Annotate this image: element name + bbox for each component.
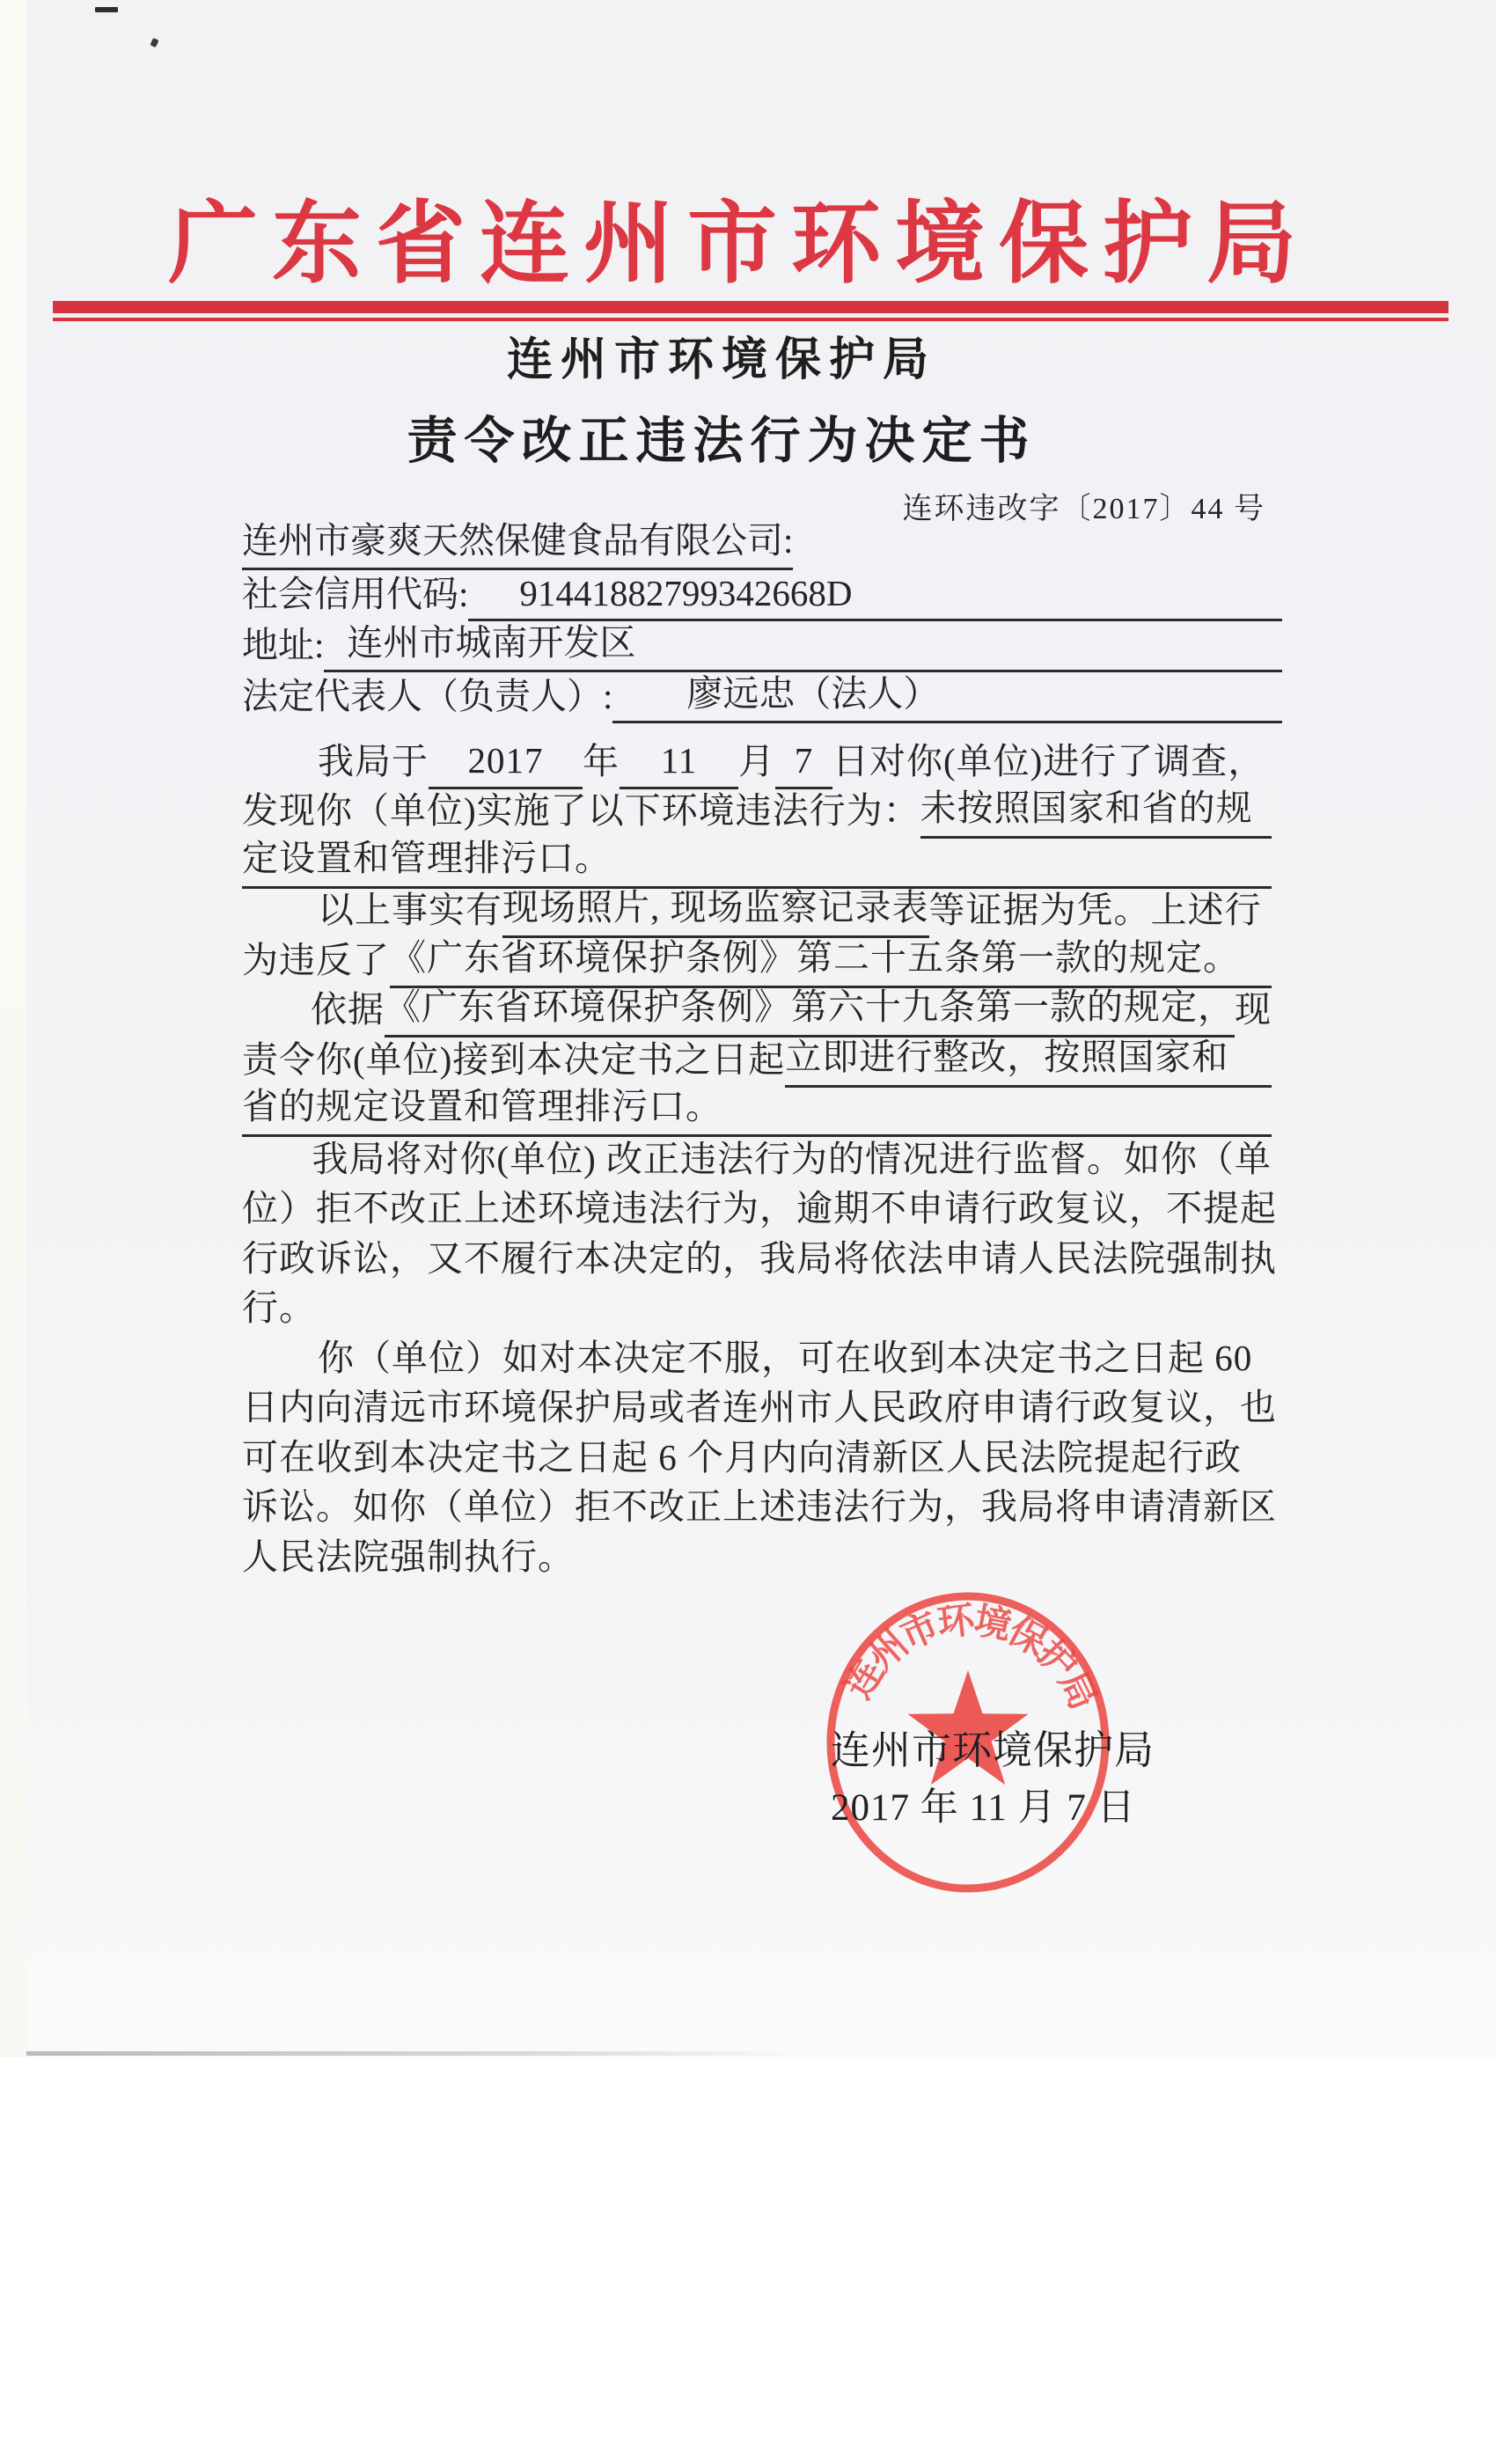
evidence-intro: 以上事实有 [318,890,502,930]
appeal-text-4: 诉讼。如你（单位）拒不改正上述违法行为，我局将申请清新区 [242,1486,1277,1527]
address-value: 连州市城南开发区 [324,613,662,672]
appeal-text-2: 日内向清远市环境保护局或者连州市人民政府申请行政复议，也 [242,1387,1277,1427]
regulation-violated-cite: 《广东省环境保护条例》第二十五条第一款的规定。 [390,928,1272,988]
recipient-fields [242,519,1282,723]
seal-ring-label: 连州市环境保护局 [838,1600,1102,1713]
order-basis-suffix: 现 [1235,989,1272,1030]
evidence-items: 现场照片, 现场监察记录表 [502,878,929,938]
year-unit: 年 [583,740,620,781]
body-line-supervision-3 [242,1236,1277,1287]
company-name: 连州市豪爽天然保健食品有限公司: [242,511,793,570]
credit-code-value: 91441882799342668D [468,572,878,621]
agency-letterhead-title: 广东省连州市环境保护局 [168,195,1310,295]
field-legal-rep [242,672,1282,723]
legal-rep-label: 法定代表人（负责人）: [242,676,613,716]
appeal-text-5: 人民法院强制执行。 [242,1536,575,1577]
credit-code-blank-line [879,614,1283,621]
violation-intro: 发现你（单位)实施了以下环境违法行为： [242,790,920,831]
order-basis-cite: 《广东省环境保护条例》第六十九条第一款的规定， [385,978,1235,1038]
supervision-text-2: 位）拒不改正上述环境违法行为，逾期不申请行政复议，不提起 [242,1188,1277,1228]
document-title-line2: 责令改正违法行为决定书 [407,414,1037,469]
regulation-violated-intro: 为违反了 [242,939,390,980]
address-label: 地址: [242,625,325,665]
order-basis-intro: 依据 [311,989,385,1030]
investigation-day: 7 [775,739,832,789]
order-text-intro: 责令你(单位)接到本决定书之日起 [242,1038,786,1080]
legal-rep-blank-line [992,716,1282,723]
scanner-edge-strip [0,0,26,2057]
month-unit: 月 [738,740,775,781]
scan-corner-mark [95,7,118,12]
paper-bottom-edge [26,2051,801,2056]
investigation-suffix: 日对你(单位)进行了调查， [832,740,1265,781]
violation-text-part2: 定设置和管理排污口。 [242,829,1272,889]
investigation-prefix: 我局于 [318,740,429,781]
supervision-text-1: 我局将对你(单位) 改正违法行为的情况进行监督。如你（单 [312,1138,1272,1179]
appeal-text-3: 可在收到本决定书之日起 6 个月内向清新区人民法院提起行政 [242,1436,1242,1478]
investigation-year: 2017 [429,739,583,789]
decision-body-text [242,739,1277,1585]
appeal-text-1: 你（单位）如对本决定不服，可在收到本决定书之日起 60 [318,1337,1253,1378]
legal-rep-value: 廖远忠（法人） [612,664,992,723]
supervision-text-3: 行政诉讼，又不履行本决定的，我局将依法申请人民法院强制执 [242,1237,1277,1279]
evidence-suffix: 等证据为凭。上述行 [928,890,1262,930]
letterhead-rule-thin [53,318,1448,321]
document-number: 连环违改字〔2017〕44 号 [902,493,1265,525]
signature-date: 2017 年 11 月 7 日 [831,1787,1136,1829]
violation-text-part1: 未按照国家和省的规 [920,779,1272,839]
signature-org: 连州市环境保护局 [831,1728,1155,1772]
document-title-line1: 连州市环境保护局 [506,335,936,385]
order-required-action-2: 省的规定设置和管理排污口。 [242,1077,1272,1137]
body-line-appeal-5 [242,1535,1272,1585]
document-title-block [167,322,1276,473]
supervision-text-4: 行。 [242,1287,316,1328]
letterhead-rule-thick [53,301,1448,313]
investigation-month: 11 [620,739,738,789]
order-required-action-1: 立即进行整改，按照国家和 [785,1028,1272,1088]
credit-code-label: 社会信用代码: [242,574,469,614]
field-company [242,519,1282,570]
